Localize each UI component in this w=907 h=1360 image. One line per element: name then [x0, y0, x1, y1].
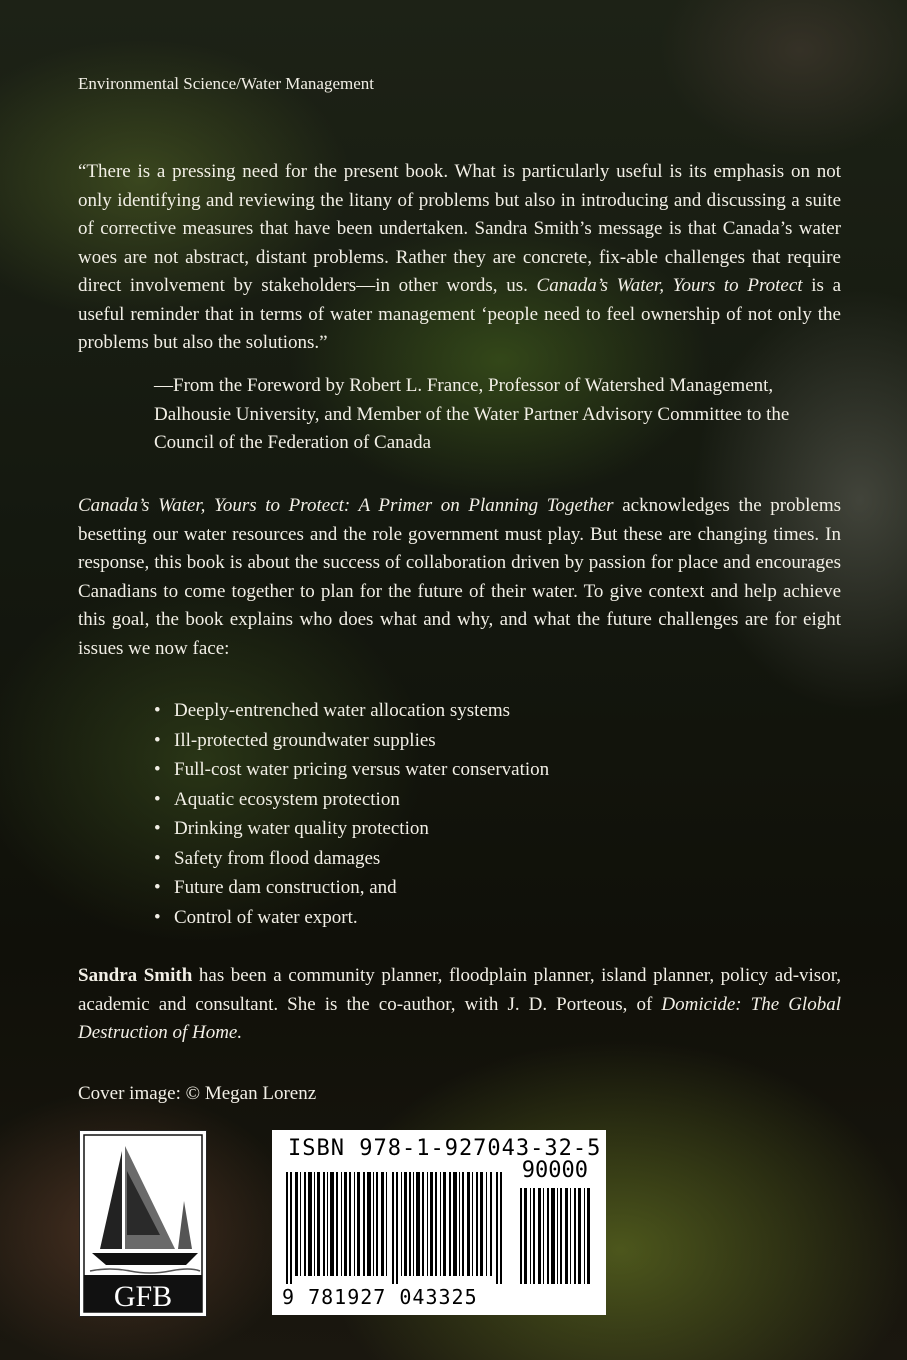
list-item: • Control of water export. [154, 903, 549, 933]
foreword-quote [78, 158, 841, 358]
category-label: Environmental Science/Water Management [78, 74, 375, 93]
list-item: • Deeply-entrenched water allocation systems [154, 696, 549, 726]
book-description [78, 492, 841, 663]
list-item: • Full-cost water pricing versus water conservation [154, 755, 549, 785]
list-item: • Drinking water quality protection [154, 814, 549, 844]
list-item: • Ill-protected groundwater supplies [154, 726, 549, 756]
ean-barcode-bars [286, 1172, 516, 1284]
author-bio [78, 962, 841, 1048]
quote-attribution: —From the Foreword by Robert L. France, Professor of Watershed Management, Dalhousie University, and Member of the Water Partner Advisory Committee to the Council of the Federation of Canada [154, 375, 790, 453]
isbn-number: ISBN 978-1-927043-32-5 [288, 1136, 602, 1161]
sailboat-icon [80, 1131, 206, 1316]
addon-barcode-bars [520, 1188, 594, 1284]
price-code: 90000 [521, 1158, 588, 1183]
quote-text-1: “There is a pressing need for the present book. What is particularly useful is its emphasis on not only identifying and reviewing the litany of problems but also in introducing and discussing a suite of corrective measures that have been undertaken. Sandra Smith’s message is that Canada’s water woes are not abstract, distant problems. Rather they are concrete, fix-able challenges that require direct involvement by stakeholders—in other words, us. [78, 161, 841, 296]
bio-text: has been a community planner, floodplain planner, island planner, policy ad-visor, academic and consultant. She is the co-author, with J. D. Porteous, of [78, 965, 842, 1015]
other-book-title: Domicide: The Global Destruction of Home. [78, 993, 841, 1043]
description-text: acknowledges the problems besetting our water resources and the role government must play. But these are changing times. In response, this book is about the success of collaboration driven by passion for place and encourages Canadians to come together to plan for the future of their water. To give context and help achieve this goal, the book explains who does what and why, and what the future challenges are for eight issues we now face: [78, 495, 841, 659]
cover-credit: Cover image: © Megan Lorenz [78, 1083, 317, 1104]
quote-book-title: Canada’s Water, Yours to Protect [536, 275, 803, 296]
quote-text-2: is a useful reminder that in terms of water management ‘people need to feel ownership of not only the problems but also the solutions.” [78, 275, 841, 353]
list-item: • Aquatic ecosystem protection [154, 785, 549, 815]
list-item: • Future dam construction, and [154, 873, 549, 903]
issues-list [154, 696, 549, 932]
ean-number: 9 781927 043325 [282, 1285, 478, 1309]
list-item: • Safety from flood damages [154, 844, 549, 874]
book-full-title: Canada’s Water, Yours to Protect: A Primer on Planning Together [78, 495, 614, 516]
publisher-logo [79, 1130, 207, 1317]
isbn-barcode [272, 1130, 606, 1315]
publisher-logo-text: GFB [113, 1280, 173, 1313]
author-name: Sandra Smith [78, 965, 193, 986]
